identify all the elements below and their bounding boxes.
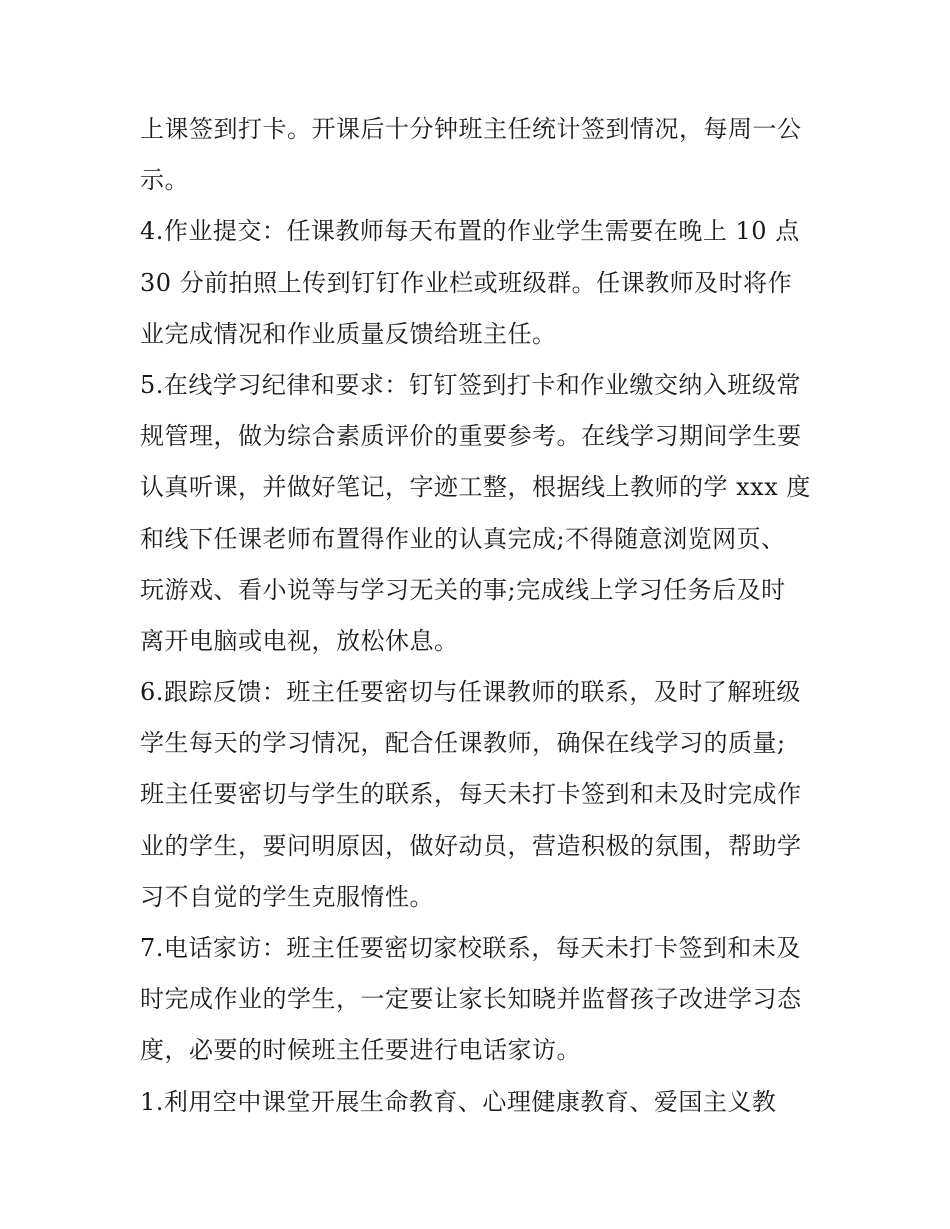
text-line: 时完成作业的学生，一定要让家长知晓并监督孩子改进学习态 <box>140 985 802 1014</box>
text-line: 玩游戏、看小说等与学习无关的事;完成线上学习任务后及时 <box>140 575 786 604</box>
text-line: 30 分前拍照上传到钉钉作业栏或班级群。任课教师及时将作 <box>140 268 793 297</box>
text-line: 学生每天的学习情况，配合任课教师，确保在线学习的质量; <box>140 729 786 758</box>
document-body <box>140 104 830 1128</box>
text-line: 度，必要的时候班主任要进行电话家访。 <box>140 1036 581 1065</box>
text-line: 示。 <box>140 166 189 195</box>
text-line: 规管理，做为综合素质评价的重要参考。在线学习期间学生要 <box>140 422 802 451</box>
text-line: 1.利用空中课堂开展生命教育、心理健康教育、爱国主义教 <box>140 1087 777 1116</box>
text-line: 5.在线学习纪律和要求：钉钉签到打卡和作业缴交纳入班级常 <box>140 370 801 399</box>
text-line: 习不自觉的学生克服惰性。 <box>140 882 434 911</box>
text-line: 离开电脑或电视，放松休息。 <box>140 626 459 655</box>
text-line: 业的学生，要问明原因，做好动员，营造积极的氛围，帮助学 <box>140 831 802 860</box>
text-line: 班主任要密切与学生的联系，每天未打卡签到和未及时完成作 <box>140 780 802 809</box>
text-line: 和线下任课老师布置得作业的认真完成;不得随意浏览网页、 <box>140 524 786 553</box>
text-line: 7.电话家访：班主任要密切家校联系，每天未打卡签到和未及 <box>140 934 801 962</box>
text-line: 上课签到打卡。开课后十分钟班主任统计签到情况，每周一公 <box>140 115 802 143</box>
text-line: 认真听课，并做好笔记，字迹工整，根据线上教师的学 xxx 度 <box>140 473 811 502</box>
text-line: 4.作业提交：任课教师每天布置的作业学生需要在晚上 10 点 <box>140 217 800 246</box>
text-line: 6.跟踪反馈：班主任要密切与任课教师的联系，及时了解班级 <box>140 678 801 707</box>
text-line: 业完成情况和作业质量反馈给班主任。 <box>140 319 557 348</box>
